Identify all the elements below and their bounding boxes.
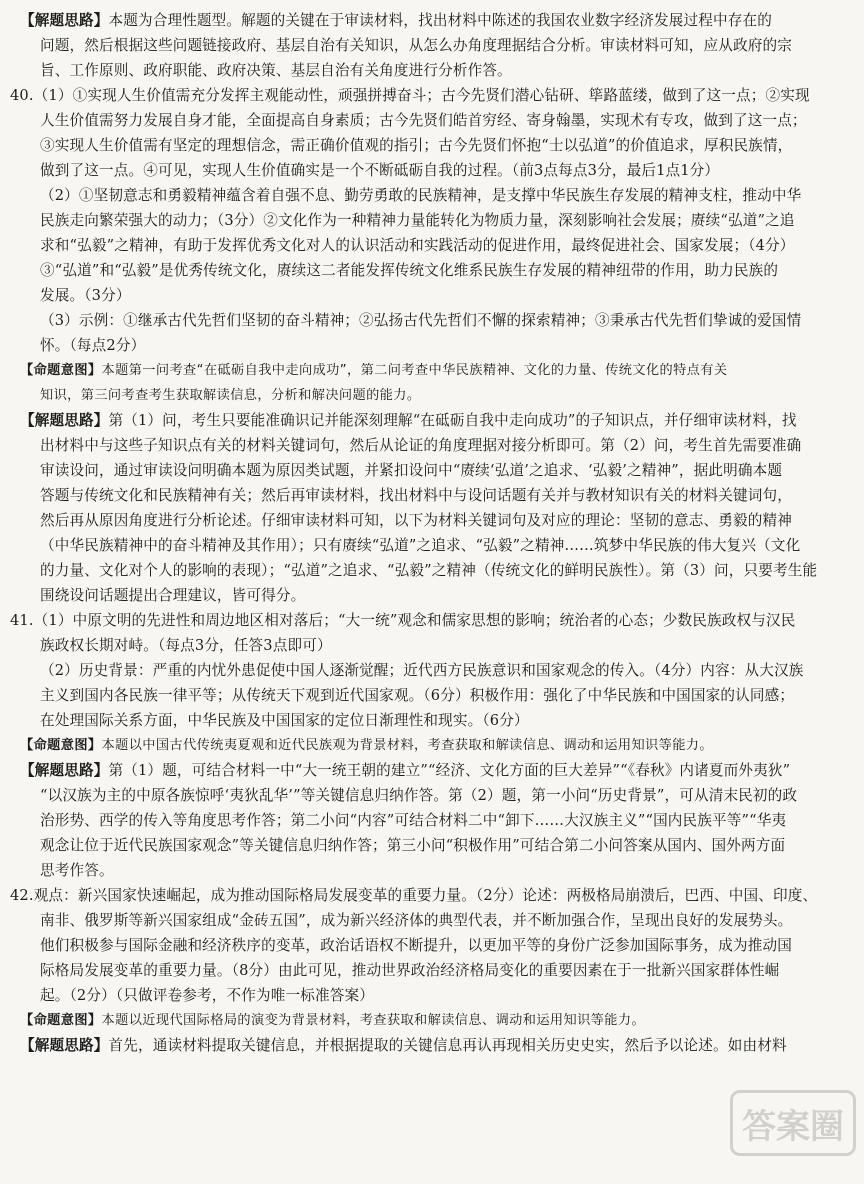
line-text: 族政权长期对峙。（每点3分，任答3点即可） xyxy=(40,637,332,654)
line-text: 起。（2分）（只做评卷参考，不作为唯一标准答案） xyxy=(40,987,374,1004)
line-text: 知识，第三问考查考生获取解读信息，分析和解决问题的能力。 xyxy=(40,388,421,403)
text-line xyxy=(40,908,830,933)
watermark-text: 答案圈 xyxy=(742,1106,844,1147)
text-line xyxy=(40,683,830,708)
text-line xyxy=(40,258,830,283)
line-text: 42.观点：新兴国家快速崛起，成为推动国际格局发展变革的重要力量。（2分）论述：两极格局崩溃后，巴西、中国、印度、 xyxy=(10,887,818,904)
text-line xyxy=(40,483,830,508)
text-line xyxy=(40,308,830,333)
line-text: （2）①坚韧意志和勇毅精神蕴含着自强不息、勤劳勇敢的民族精神，是支撑中华民族生存发展的精神支柱，推动中华 xyxy=(40,187,802,204)
line-text: 本题以近现代国际格局的演变为背景材料，考查获取和解读信息、调动和运用知识等能力。 xyxy=(101,1013,646,1028)
text-line xyxy=(40,333,830,358)
section-tag: 【解题思路】 xyxy=(20,412,109,429)
line-text: 主义到国内各民族一律平等；从传统天下观到近代国家观。（6分）积极作用：强化了中华民族和中国国家的认同感； xyxy=(40,687,795,704)
line-text: 民族走向繁荣强大的动力；（3分）②文化作为一种精神力量能转化为物质力量，深刻影响社会发展；赓续“弘道”之追 xyxy=(40,212,795,229)
text-line xyxy=(10,83,830,108)
text-line xyxy=(20,733,830,758)
text-line xyxy=(40,133,830,158)
text-line xyxy=(40,158,830,183)
line-text: 南非、俄罗斯等新兴国家组成“金砖五国”，成为新兴经济体的典型代表，并不断加强合作，呈现出良好的发展势头。 xyxy=(40,912,793,929)
section-tag: 【解题思路】 xyxy=(20,1037,109,1054)
line-text: 他们积极参与国际金融和经济秩序的变革，政治话语权不断提升，以更加平等的身份广泛参加国际事务，成为推动国 xyxy=(40,937,792,954)
line-text: 怀。（每点2分） xyxy=(40,337,146,354)
line-text: 40.（1）①实现人生价值需充分发挥主观能动性，顽强拼搏奋斗；古今先贤们潜心钻研、筚路蓝缕，做到了这一点；②实现 xyxy=(10,87,810,104)
text-line xyxy=(20,408,830,433)
text-line xyxy=(20,8,830,33)
text-line xyxy=(40,233,830,258)
text-line xyxy=(40,208,830,233)
line-text: （3）示例：①继承古代先哲们坚韧的奋斗精神；②弘扬古代先哲们不懈的探索精神；③秉承古代先哲们挚诚的爱国情 xyxy=(40,312,802,329)
line-text: 围绕设问话题提出合理建议，皆可得分。 xyxy=(40,587,306,604)
watermark-logo xyxy=(730,1090,856,1156)
section-tag: 【命题意图】 xyxy=(20,363,102,378)
line-text: 发展。（3分） xyxy=(40,287,131,304)
section-tag: 【命题意图】 xyxy=(20,738,102,753)
line-text: 出材料中与这些子知识点有关的材料关键词句，然后从论证的角度理据对接分析即可。第（2）问，考生首先需要准确 xyxy=(40,437,802,454)
text-line xyxy=(40,983,830,1008)
text-line xyxy=(20,758,830,783)
line-text: 第（1）问，考生只要能准确识记并能深刻理解“在砥砺自我中走向成功”的子知识点，并仔细审读材料，找 xyxy=(108,412,797,429)
text-line xyxy=(40,183,830,208)
line-text: 问题，然后根据这些问题链接政府、基层自治有关知识，从怎么办角度理据结合分析。审读材料可知，应从政府的宗 xyxy=(40,37,792,54)
line-text: “以汉族为主的中原各族惊呼‘夷狄乱华’”等关键信息归纳作答。第（2）题，第一小问“历史背景”，可从清末民初的政 xyxy=(40,787,798,804)
line-text: 本题为合理性题型。解题的关键在于审读材料，找出材料中陈述的我国农业数字经济发展过程中存在的 xyxy=(108,12,772,29)
text-line xyxy=(40,583,830,608)
section-tag: 【解题思路】 xyxy=(20,762,109,779)
line-text: 第（1）题，可结合材料一中“大一统王朝的建立”“经济、文化方面的巨大差异”“《春秋》内诸夏而外夷狄” xyxy=(108,762,791,779)
section-tag: 【解题思路】 xyxy=(20,12,109,29)
text-line xyxy=(40,708,830,733)
text-line xyxy=(40,808,830,833)
text-line xyxy=(40,858,830,883)
text-line xyxy=(40,783,830,808)
text-line xyxy=(20,1033,830,1058)
line-text: 际格局发展变革的重要力量。（8分）由此可见，推动世界政治经济格局变化的重要因素在于一批新兴国家群体性崛 xyxy=(40,962,780,979)
text-line xyxy=(40,458,830,483)
line-text: 41.（1）中原文明的先进性和周边地区相对落后；“大一统”观念和儒家思想的影响；统治者的心态；少数民族政权与汉民 xyxy=(10,612,796,629)
text-line xyxy=(40,108,830,133)
text-line xyxy=(40,283,830,308)
line-text: 旨、工作原则、政府职能、政府决策、基层自治有关角度进行分析作答。 xyxy=(40,62,512,79)
text-line xyxy=(40,933,830,958)
text-line xyxy=(40,558,830,583)
text-line xyxy=(40,533,830,558)
line-text: （2）历史背景：严重的内忧外患促使中国人逐渐觉醒；近代西方民族意识和国家观念的传入。（4分）内容：从大汉族 xyxy=(40,662,804,679)
line-text: 思考作答。 xyxy=(40,862,114,879)
text-line xyxy=(40,633,830,658)
line-text: 求和“弘毅”之精神，有助于发挥优秀文化对人的认识活动和实践活动的促进作用，最终促进社会、国家发展；（4分） xyxy=(40,237,795,254)
line-text: 答题与传统文化和民族精神有关；然后再审读材料，找出材料中与设问话题有关并与教材知识有关的材料关键词句， xyxy=(40,487,792,504)
text-line xyxy=(40,383,830,408)
text-line xyxy=(40,508,830,533)
text-line xyxy=(40,958,830,983)
text-line xyxy=(20,358,830,383)
line-text: （中华民族精神中的奋斗精神及其作用）；只有赓续“弘道”之追求、“弘毅”之精神……筑梦中华民族的伟大复兴（文化 xyxy=(40,537,801,554)
text-line xyxy=(10,608,830,633)
line-text: 观念让位于近代民族国家观念”等关键信息归纳作答；第三小问“积极作用”可结合第二小问答案从国内、国外两方面 xyxy=(40,837,786,854)
text-line xyxy=(10,883,830,908)
line-text: 做到了这一点。④可见，实现人生价值确实是一个不断砥砺自我的过程。（前3点每点3分，最后1点1分） xyxy=(40,162,720,179)
line-text: 本题以中国古代传统夷夏观和近代民族观为背景材料，考查获取和解读信息、调动和运用知识等能力。 xyxy=(101,738,713,753)
text-line xyxy=(40,58,830,83)
line-text: 治形势、西学的传入等角度思考作答；第二小问“内容”可结合材料二中“卸下……大汉族主义”“国内民族平等”“华夷 xyxy=(40,812,787,829)
line-text: 的力量、文化对个人的影响的表现）；“弘道”之追求、“弘毅”之精神（传统文化的鲜明民族性）。第（3）问，只要考生能 xyxy=(40,562,818,579)
text-line xyxy=(40,658,830,683)
line-text: 然后再从原因角度进行分析论述。仔细审读材料可知，以下为材料关键词句及对应的理论：坚韧的意志、勇毅的精神 xyxy=(40,512,792,529)
text-line xyxy=(20,1008,830,1033)
answer-text-block xyxy=(10,8,830,1058)
line-text: ③实现人生价值需有坚定的理想信念，需正确价值观的指引；古今先贤们怀抱“士以弘道”的价值追求，厚积民族情， xyxy=(40,137,793,154)
line-text: 本题第一问考查“在砥砺自我中走向成功”，第二问考查中华民族精神、文化的力量、传统文化的特点有关 xyxy=(101,363,728,378)
line-text: 人生价值需努力发展自身才能，全面提高自身素质；古今先贤们皓首穷经、寄身翰墨，实现术有专攻，做到了这一点； xyxy=(40,112,807,129)
text-line xyxy=(40,833,830,858)
text-line xyxy=(40,433,830,458)
line-text: ③“弘道”和“弘毅”是优秀传统文化，赓续这二者能发挥传统文化维系民族生存发展的精神纽带的作用，助力民族的 xyxy=(40,262,779,279)
section-tag: 【命题意图】 xyxy=(20,1013,102,1028)
text-line xyxy=(40,33,830,58)
line-text: 在处理国际关系方面，中华民族及中国国家的定位日渐理性和现实。（6分） xyxy=(40,712,529,729)
line-text: 审读设问，通过审读设问明确本题为原因类试题，并紧扣设问中“赓续‘弘道’之追求、‘弘毅’之精神”，据此明确本题 xyxy=(40,462,783,479)
line-text: 首先，通读材料提取关键信息，并根据提取的关键信息再认再现相关历史史实，然后予以论述。如由材料 xyxy=(108,1037,787,1054)
